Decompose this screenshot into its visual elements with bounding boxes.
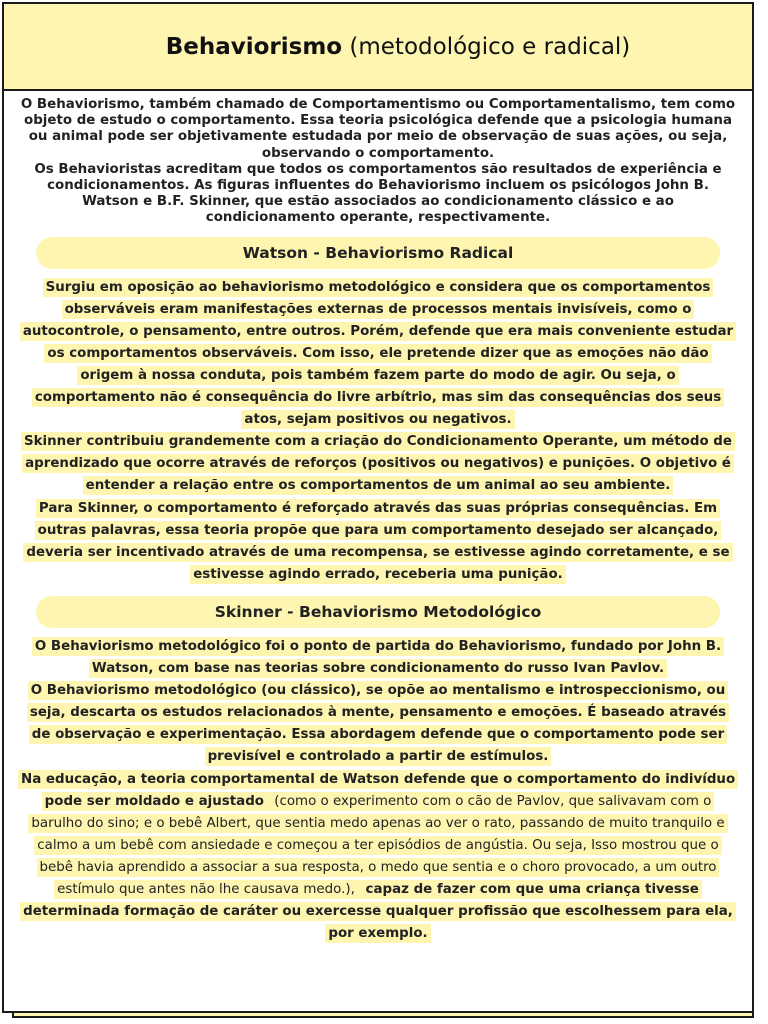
intro-section <box>18 97 738 227</box>
intro-paragraph-1: O Behaviorismo, também chamado de Comportamentismo ou Comportamentalismo, tem como objeto de estudo o comportamento. Essa teoria psicológica defende que a psicologia humana ou animal pode ser objetivamente estudada por meio de observação de suas ações, ou seja, observando o comportamento. <box>20 97 736 161</box>
section-heading-skinner: Skinner - Behaviorismo Metodológico <box>36 596 720 628</box>
skinner-section <box>18 636 738 945</box>
title-rest: (metodológico e radical) <box>342 33 631 60</box>
watson-section <box>18 277 738 586</box>
title-bold: Behaviorismo <box>165 33 343 60</box>
document-page <box>2 2 754 1013</box>
skinner-paragraph-2: O Behaviorismo metodológico (ou clássico), se opõe ao mentalismo e introspeccionismo, ou seja, descarta os estudos relacionados à mente, pensamento e emoções. É baseado através de observação e experimentação. Essa abordagem defende que o comportamento pode ser previsível e controlado a partir de estímulos. <box>27 681 729 766</box>
page-title <box>126 34 631 60</box>
header-banner <box>4 4 752 91</box>
watson-paragraph-2: Skinner contribuiu grandemente com a criação do Condicionamento Operante, um método de aprendizado que ocorre através de reforços (positivos ou negativos) e punições. O objetivo é entender a relação entre os comportamentos de um animal ao seu ambiente. <box>21 432 735 495</box>
skinner-paragraph-1: O Behaviorismo metodológico foi o ponto de partida do Behaviorismo, fundado por John B. Watson, com base nas teorias sobre condicionamento do russo Ivan Pavlov. <box>32 637 724 678</box>
skinner-paragraph-3-bold-b: capaz de fazer com que uma criança tivesse determinada formação de caráter ou exercesse qualquer profissão que escolhessem para ela, por exemplo. <box>20 880 736 943</box>
watson-paragraph-3: Para Skinner, o comportamento é reforçado através das suas próprias consequências. Em outras palavras, essa teoria propõe que para um comportamento desejado ser alcançado, deveria ser incentivado através de uma recompensa, se estivesse agindo corretamente, e se estivesse agindo errado, receberia uma punição. <box>23 499 732 584</box>
watson-paragraph-1: Surgiu em oposição ao behaviorismo metodológico e considera que os comportamentos observáveis eram manifestações externas de processos mentais invisíveis, como o autocontrole, o pensamento, entre outros. Porém, defende que era mais conveniente estudar os comportamentos observáveis. Com isso, ele pretende dizer que as emoções não dão origem à nossa conduta, pois também fazem parte do modo de agir. Ou seja, o comportamento não é consequência do livre arbítrio, mas sim das consequências dos seus atos, sejam positivos ou negativos. <box>20 278 736 430</box>
skinner-paragraph-3-normal: (como o experimento com o cão de Pavlov, que salivavam com o barulho do sino; e o bebê Albert, que sentia medo apenas ao ver o rato, passando de muito tranquilo e calmo a um bebê com ansiedade e começou a ter episódios de angústia. Ou seja, Isso mostrou que o bebê havia aprendido a associar a sua resposta, o medo que sentia e o choro provocado, a um outro estímulo que antes não lhe causava medo.), <box>28 792 727 899</box>
section-heading-watson: Watson - Behaviorismo Radical <box>36 237 720 269</box>
intro-paragraph-2: Os Behavioristas acreditam que todos os comportamentos são resultados de experiência e condicionamentos. As figuras influentes do Behaviorismo incluem os psicólogos John B. Watson e B.F. Skinner, que estão associados ao condicionamento clássico e ao condicionamento operante, respectivamente. <box>34 161 722 226</box>
skinner-paragraph-3-bold-a: Na educação, a teoria comportamental de Watson defende que o comportamento do indivíduo pode ser moldado e ajustado <box>18 770 738 811</box>
